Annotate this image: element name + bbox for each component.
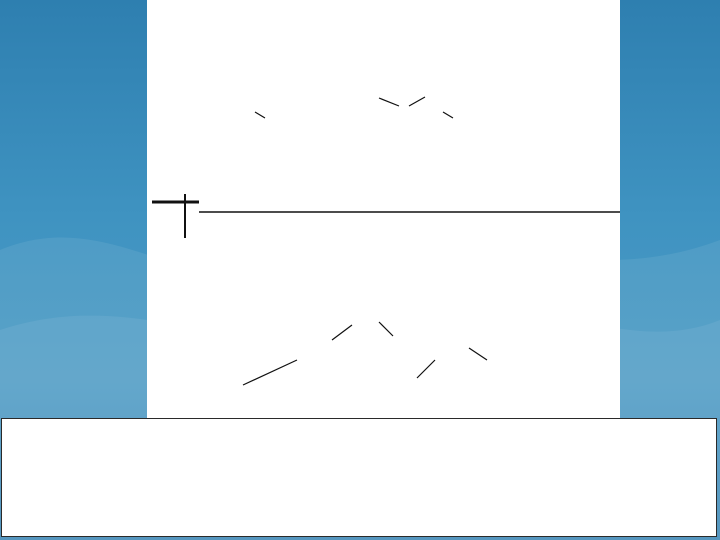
callout-leaders-a [255, 97, 453, 118]
callout-leaders-b [243, 322, 487, 385]
figure-caption [1, 418, 717, 537]
building-drawing [147, 0, 620, 418]
figure-panel [147, 0, 620, 418]
